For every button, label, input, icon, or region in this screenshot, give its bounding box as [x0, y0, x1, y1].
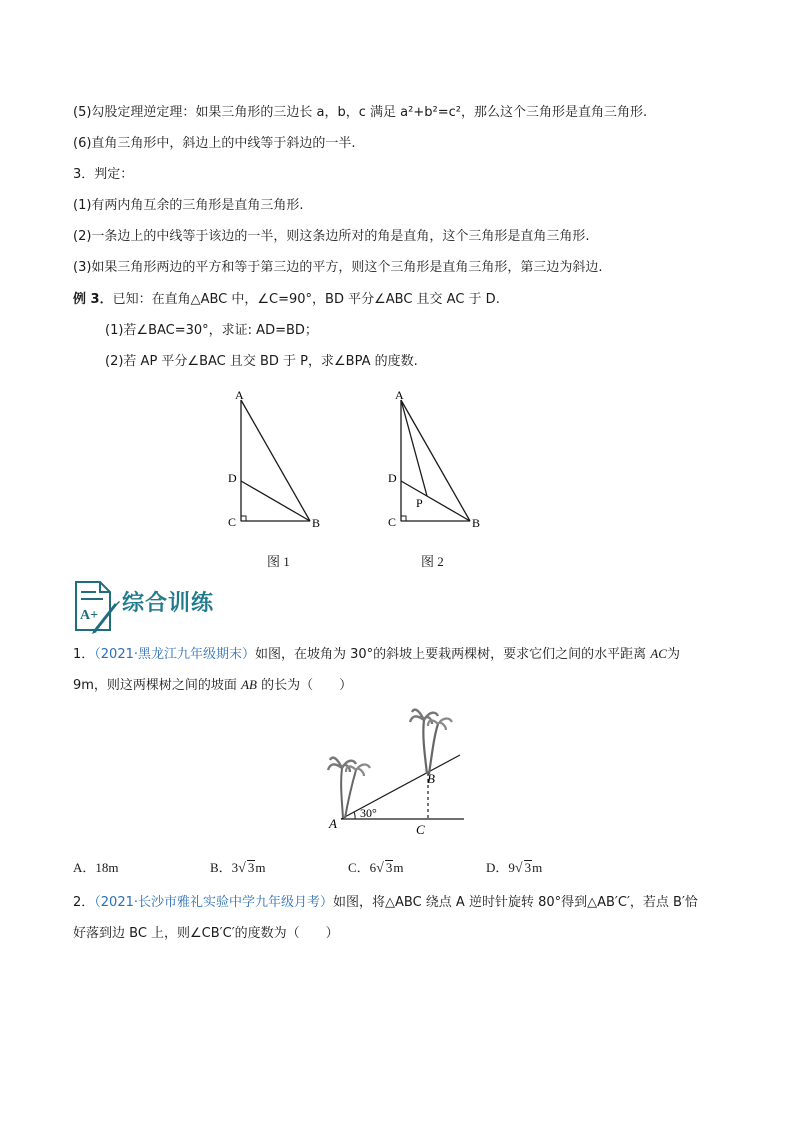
fig2-segment-bd — [401, 481, 470, 521]
question-1-source: （2021·黑龙江九年级期末） — [94, 647, 255, 662]
figure-2 — [382, 382, 492, 546]
fig2-label-b: B — [472, 516, 481, 530]
choice-a[interactable] — [73, 857, 119, 876]
fig1-segment-bd — [241, 481, 310, 521]
question-1-line-1 — [73, 645, 680, 664]
sqrt-icon: √ — [514, 861, 523, 876]
judge-heading: 3．判定： — [73, 167, 134, 182]
choice-a-value: 18m — [95, 860, 119, 875]
choice-a-letter: A． — [73, 860, 96, 875]
question-2-line-2: 好落到边 BC 上，则∠CB′C′的度数为（ ） — [73, 926, 339, 941]
example3-text: 已知：在直角△ABC 中，∠C=90°，BD 平分∠ABC 且交 AC 于 D. — [112, 292, 500, 307]
palm-tree-b-icon — [410, 710, 452, 774]
choice-c-unit: m — [393, 860, 404, 875]
figure-2-caption: 图 2 — [421, 554, 444, 569]
section-title: 综合训练 — [122, 591, 215, 616]
property-6: (6)直角三角形中，斜边上的中线等于斜边的一半. — [73, 136, 356, 151]
angle-arc — [354, 812, 355, 819]
question-2-source: （2021·长沙市雅礼实验中学九年级月考） — [94, 895, 333, 910]
choice-b[interactable] — [210, 857, 265, 877]
sqrt-icon: √ — [238, 861, 246, 876]
fig2-label-c: C — [388, 515, 397, 529]
choice-c[interactable] — [348, 857, 403, 877]
judge-1: (1)有两内角互余的三角形是直角三角形. — [73, 198, 304, 213]
training-icon — [70, 574, 122, 640]
question-1-line2-b: 的长为（ ） — [261, 678, 353, 693]
figure-2-svg — [382, 382, 492, 542]
choice-b-unit: m — [255, 860, 266, 875]
question-1-text-b: 为 — [666, 647, 680, 662]
slope-figure — [322, 706, 472, 845]
slope-line — [341, 755, 460, 819]
question-1-ac: AC — [650, 646, 667, 661]
property-5: (5)勾股定理逆定理：如果三角形的三边长 a，b，c 满足 a²+b²=c²，那么这个三角形是直角三角形. — [73, 105, 648, 120]
slope-label-b: B — [427, 771, 435, 786]
figure-1-svg — [222, 382, 332, 542]
choice-b-letter: B． — [210, 860, 232, 875]
fig2-right-angle — [401, 516, 406, 521]
choice-c-coef: 6 — [369, 860, 377, 875]
fig2-segment-ap — [401, 400, 427, 496]
question-1-ab: AB — [241, 677, 257, 692]
fig2-label-d: D — [388, 471, 397, 485]
question-1-line2-a: 9m，则这两棵树之间的坡面 — [73, 678, 237, 693]
fig1-label-c: C — [228, 515, 237, 529]
sqrt-icon: √ — [376, 861, 384, 876]
choice-b-coef: 3 — [231, 860, 239, 875]
question-1-line-2 — [73, 676, 352, 695]
choice-d-coef: 9 — [508, 860, 515, 875]
question-1-text-a: 如图，在坡角为 30°的斜坡上要栽两棵树，要求它们之间的水平距离 — [255, 647, 647, 662]
choice-d-letter: D． — [486, 860, 509, 875]
slope-angle-label: 30° — [360, 806, 377, 820]
choice-d-radicand: 3 — [524, 860, 532, 875]
example3-label: 例 3． — [73, 292, 113, 307]
fig1-label-b: B — [312, 516, 321, 530]
question-2-text-1: 如图，将△ABC 绕点 A 逆时针旋转 80°得到△AB′C′，若点 B′恰 — [333, 895, 698, 910]
choice-c-radicand: 3 — [385, 860, 393, 875]
slope-label-c: C — [416, 822, 425, 837]
example3-question-1: (1)若∠BAC=30°，求证: AD=BD； — [105, 323, 318, 338]
fig1-label-a: A — [235, 388, 244, 402]
fig2-label-p: P — [416, 496, 423, 510]
question-2-number: 2． — [73, 895, 95, 910]
question-1-number: 1． — [73, 647, 95, 662]
figure-1-caption: 图 1 — [267, 554, 290, 569]
choice-b-radicand: 3 — [247, 860, 255, 875]
fig1-label-d: D — [228, 471, 237, 485]
fig1-side-ab — [241, 400, 310, 521]
choice-d[interactable] — [486, 857, 542, 877]
slope-label-a: A — [329, 816, 337, 831]
question-2-line-1 — [73, 894, 698, 912]
fig2-label-a: A — [395, 388, 404, 402]
icon-grade-text: A+ — [80, 608, 99, 623]
figure-1 — [222, 382, 332, 546]
judge-3: (3)如果三角形两边的平方和等于第三边的平方，则这个三角形是直角三角形，第三边为斜边. — [73, 260, 603, 275]
fig1-right-angle — [241, 516, 246, 521]
example3-stem — [73, 291, 500, 309]
slope-figure-svg — [322, 706, 472, 841]
clipboard-pencil-icon — [70, 574, 122, 636]
choice-d-unit: m — [532, 860, 543, 875]
judge-2: (2)一条边上的中线等于该边的一半，则这条边所对的角是直角，这个三角形是直角三角形. — [73, 229, 590, 244]
fig2-side-ab — [401, 400, 470, 521]
example3-question-2: (2)若 AP 平分∠BAC 且交 BD 于 P，求∠BPA 的度数. — [105, 354, 418, 369]
choice-c-letter: C． — [348, 860, 370, 875]
